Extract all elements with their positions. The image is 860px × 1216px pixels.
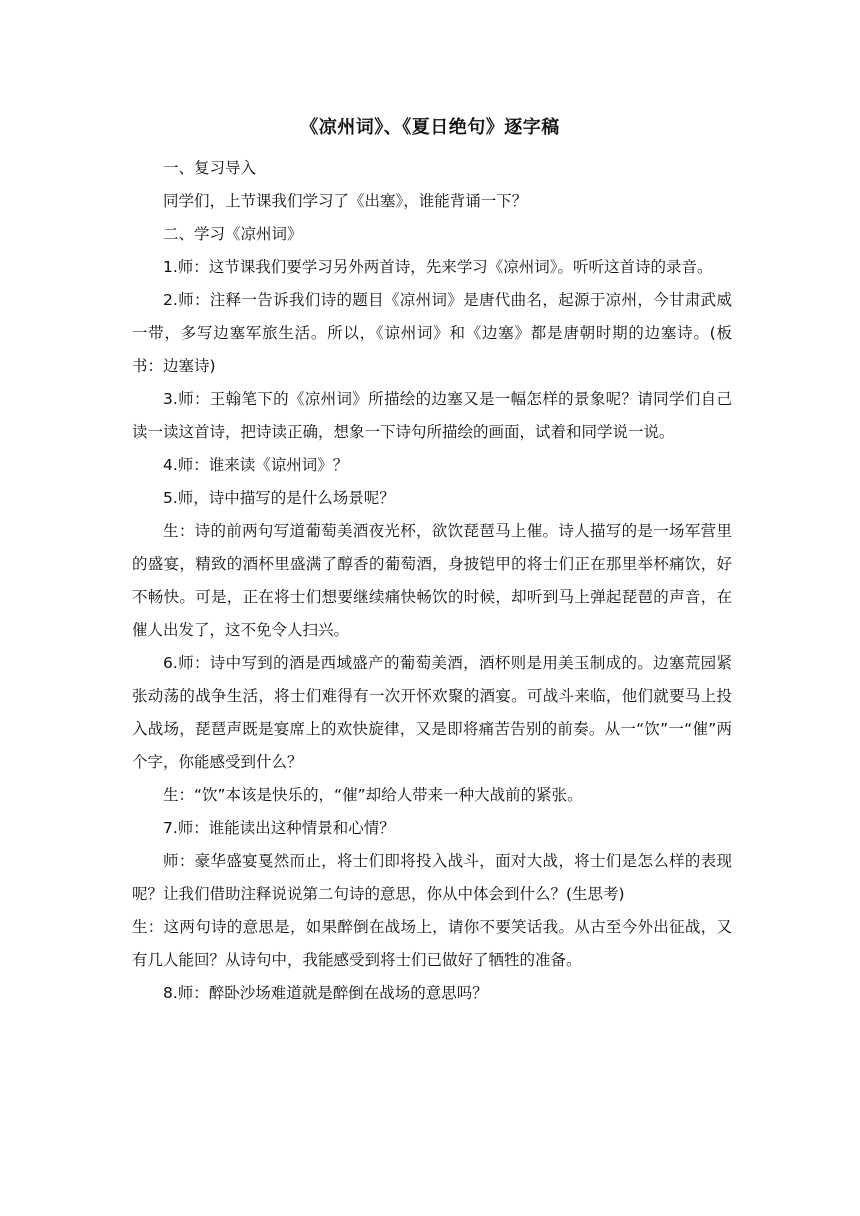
paragraph: 6.师：诗中写到的酒是西域盛产的葡萄美酒，酒杯则是用美玉制成的。边塞荒园紧张动荡的战争生活，将士们难得有一次开怀欢聚的酒宴。可战斗来临，他们就要马上投入战场，琵琶声既是宴席上的欢快旋律，又是即将痛苦告别的前奏。从一“饮”一“催”两个字，你能感受到什么？: [132, 654, 732, 771]
paragraph: 5.师，诗中描写的是什么场景呢？: [163, 489, 395, 507]
paragraph: 师：豪华盛宴戛然而止，将士们即将投入战斗，面对大战，将士们是怎么样的表现呢？让我们借助注释说说第二句诗的意思，你从中体会到什么？(生思考): [132, 852, 732, 903]
paragraph: 生：“饮”本该是快乐的，“催”却给人带来一种大战前的紧张。: [163, 786, 583, 804]
paragraph: 1.师：这节课我们要学习另外两首诗，先来学习《凉州词》。听听这首诗的录音。: [163, 258, 713, 276]
paragraph: 4.师：谁来读《谅州词》？: [163, 456, 349, 474]
paragraph: 3.师：王翰笔下的《凉州词》所描绘的边塞又是一幅怎样的景象呢？请同学们自己读一读这首诗，把诗读正确，想象一下诗句所描绘的画面，试着和同学说一说。: [132, 390, 732, 441]
section-heading: 一、复习导入: [163, 159, 257, 177]
paragraph: 7.师：谁能读出这种情景和心情？: [163, 819, 395, 837]
paragraph: 生：这两句诗的意思是，如果醉倒在战场上，请你不要笑话我。从古至今外出征战，又有几人能回？从诗句中，我能感受到将士们已做好了牺牲的准备。: [132, 918, 732, 969]
document-title: 《凉州词》、《夏日绝句》逐字稿: [300, 117, 560, 138]
document-body: [132, 152, 732, 1010]
paragraph: 生：诗的前两句写道葡萄美酒夜光杯，欲饮琵琶马上催。诗人描写的是一场军营里的盛宴，精致的酒杯里盛满了醇香的葡萄酒，身披铠甲的将士们正在那里举杯痛饮，好不畅快。可是，正在将士们想要继续痛快畅饮的时候，却听到马上弹起琵琶的声音，在催人出发了，这不免令人扫兴。: [132, 522, 732, 639]
paragraph: 8.师：醉卧沙场难道就是醉倒在战场的意思吗？: [163, 984, 488, 1002]
section-heading: 二、学习《凉州词》: [163, 225, 303, 243]
paragraph: 2.师：注释一告诉我们诗的题目《凉州词》是唐代曲名，起源于凉州，今甘肃武威一带，多写边塞军旅生活。所以，《谅州词》和《边塞》都是唐朝时期的边塞诗。(板书：边塞诗): [132, 291, 732, 375]
paragraph: 同学们，上节课我们学习了《出塞》，谁能背诵一下？: [163, 192, 528, 210]
